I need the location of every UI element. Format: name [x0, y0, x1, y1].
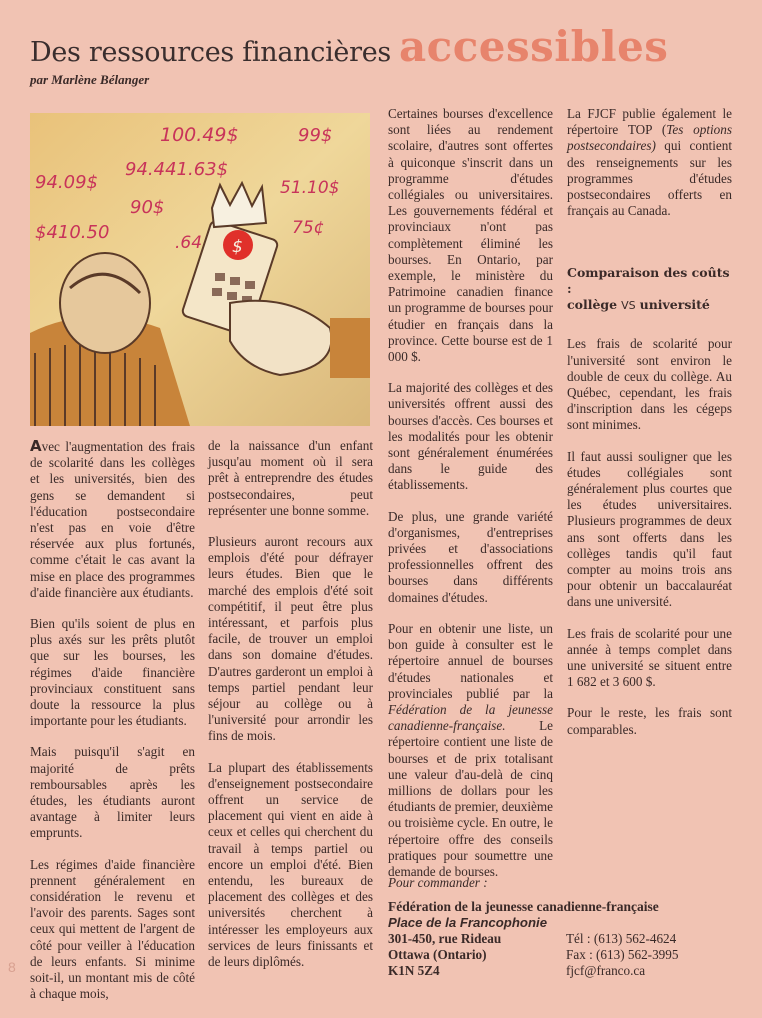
- paragraph-text: qui contient des renseignements sur les programmes d'études postsecondaires offerts en français au Canada.: [567, 138, 732, 219]
- byline: par Marlène Bélanger: [30, 72, 150, 87]
- publisher-name: Fédération de la jeunesse canadienne-française.: [388, 701, 553, 734]
- sidebar-heading: [567, 265, 732, 314]
- fax: Fax : (613) 562-3995: [566, 947, 679, 962]
- article-title: [30, 22, 668, 71]
- organization-place: Place de la Francophonie: [388, 915, 548, 930]
- paragraph: Les régimes d'aide financière prennent généralement en considération le revenu et l'avoir des parents. Sages sont ceux qui mettent de l'argent de côté pour veiller à l'éducation de leurs enfants. Si minime soit-il, un montant mis de côté à chaque mois,: [30, 856, 195, 1002]
- paragraph: Pour le reste, les frais sont comparables.: [567, 705, 732, 737]
- paragraph: [30, 438, 195, 601]
- paragraph: Les frais de scolarité pour l'université sont environ le double de ceux du collège. Au Québec, cependant, les frais d'inscription dans les cégeps sont minimes.: [567, 336, 732, 433]
- paragraph: [388, 621, 553, 880]
- address-postal: K1N 5Z4: [388, 963, 440, 978]
- drop-cap: A: [30, 437, 42, 455]
- article-column-3: [388, 106, 553, 895]
- paragraph: Certaines bourses d'excellence sont liées au rendement scolaire, d'autres sont offertes à quiconque s'inscrit dans un programme d'études collégiales ou universitaires. Les gouvernements fédéral et provinciaux n'ont pas complètement éliminé les bourses. En Ontario, par exemple, le ministère du Patrimoine canadien finance un programme de bourses pour étudier en français dans la province. Cette bourse est de 1 000 $.: [388, 106, 553, 365]
- illustration-figure: 99$: [298, 125, 333, 146]
- illustration-figure: 94.441.63$: [125, 159, 229, 180]
- paragraph: Mais puisqu'il s'agit en majorité de prêts remboursables après les études, les étudiants auront avantage à limiter leurs emprunts.: [30, 744, 195, 841]
- paragraph: De plus, une grande variété d'organismes, d'entreprises privées et d'associations professionnelles offrent des bourses dans différents domaines d'études.: [388, 508, 553, 605]
- article-column-1: [30, 438, 195, 1018]
- contact-block: [388, 931, 678, 979]
- paragraph: La plupart des établissements d'enseignement postsecondaire offrent un service de placement qui vient en aide à ceux et celles qui cherchent du travail à temps partiel ou encore un emploi d'été. Bien entendu, les bureaux de placement des collèges et des universités cherchent à intéresser les employeurs aux services de leurs finissants et de leurs diplômés.: [208, 759, 373, 970]
- illustration-figure: $: [232, 237, 243, 257]
- illustration-figure: 100.49$: [160, 124, 239, 146]
- article-column-4: [567, 106, 732, 753]
- sidebar-heading-vs: VS: [621, 299, 636, 313]
- order-info: [388, 875, 678, 979]
- illustration-figure: 94.09$: [35, 172, 98, 193]
- paragraph-text: vec l'augmentation des frais de scolarité dans les collèges et les universités, bien des gens se demandent si l'éducation postsecondaire n'est pas en voie d'être réservée aux plus fortunés, comme c'était le cas avant la mise en place des programmes d'aide financière aux étudiants.: [30, 439, 195, 600]
- phone: Tél : (613) 562-4624: [566, 931, 677, 946]
- paragraph: de la naissance d'un enfant jusqu'au moment où il sera prêt à entreprendre des études postsecondaires, peut représenter une bonne somme.: [208, 438, 373, 518]
- title-plain: Des ressources financières: [30, 37, 391, 68]
- illustration-figure: $410.50: [35, 222, 110, 243]
- publication-title: Tes options postsecondaires): [567, 122, 732, 154]
- paragraph: La majorité des collèges et des universités offrent aussi des bourses d'accès. Ces bourses et les modalités pour les obtenir sont généralement énumérées dans le guide des établissements.: [388, 380, 553, 493]
- paragraph-text: Le répertoire contient une liste de bourses et de prix totalisant une valeur d'au-delà de cinq millions de dollars pour les étudiants de premier, deuxième ou troisième cycle. En outre, le répertoire offre des conseils pratiques pour soumettre une demande de bourses.: [388, 718, 553, 879]
- illustration-figure: .64: [175, 233, 203, 253]
- organization-name: Fédération de la jeunesse canadienne-française: [388, 899, 659, 914]
- sidebar-heading-universite: université: [639, 297, 710, 313]
- title-accent: accessibles: [398, 22, 669, 71]
- paragraph: Bien qu'ils soient de plus en plus axés sur les prêts plutôt que sur les bourses, les régimes d'aide financière provinciaux constituent sans doute la ressource la plus importante pour les étudiants.: [30, 616, 195, 729]
- paragraph: [567, 106, 732, 219]
- paragraph-text: La FJCF publie également le répertoire TOP (: [567, 106, 732, 138]
- paragraph: Les frais de scolarité pour une année à temps complet dans une université se situent entre 1 682 et 3 600 $.: [567, 625, 732, 690]
- address-city: Ottawa (Ontario): [388, 947, 487, 962]
- address-street: 301-450, rue Rideau: [388, 931, 502, 946]
- page-number: 8: [8, 959, 16, 975]
- email-link[interactable]: fjcf@franco.ca: [566, 963, 646, 978]
- paragraph: Il faut aussi souligner que les études collégiales sont généralement plus courtes que les études universitaires. Plusieurs programmes de deux ans sont offerts dans les collèges tandis qu'il faut compter au moins trois ans pour obtenir un baccalauréat dans une université.: [567, 448, 732, 610]
- order-label: Pour commander :: [388, 875, 488, 890]
- paragraph-text: Pour en obtenir une liste, un bon guide à consulter est le répertoire annuel de bourses d'études nationales et provinciales publié par la: [388, 620, 553, 701]
- illustration-figure: 90$: [130, 197, 165, 218]
- illustration-student-calculator: [30, 113, 370, 426]
- sidebar-heading-college: collège: [567, 297, 618, 313]
- illustration-figure: 51.10$: [280, 178, 340, 198]
- article-column-2: [208, 438, 373, 985]
- illustration-figure: 75¢: [292, 218, 325, 238]
- paragraph: Plusieurs auront recours aux emplois d'été pour défrayer leurs études. Bien que le marché des emplois d'été soit compétitif, il peut être plus intéressant, et parfois plus facile, de trouver un emploi dans son domaine d'études. D'autres garderont un emploi à temps partiel pendant leur séjour au collège ou à l'université pour arrondir les fins de mois.: [208, 534, 373, 744]
- sidebar-heading-line1: Comparaison des coûts :: [567, 265, 730, 297]
